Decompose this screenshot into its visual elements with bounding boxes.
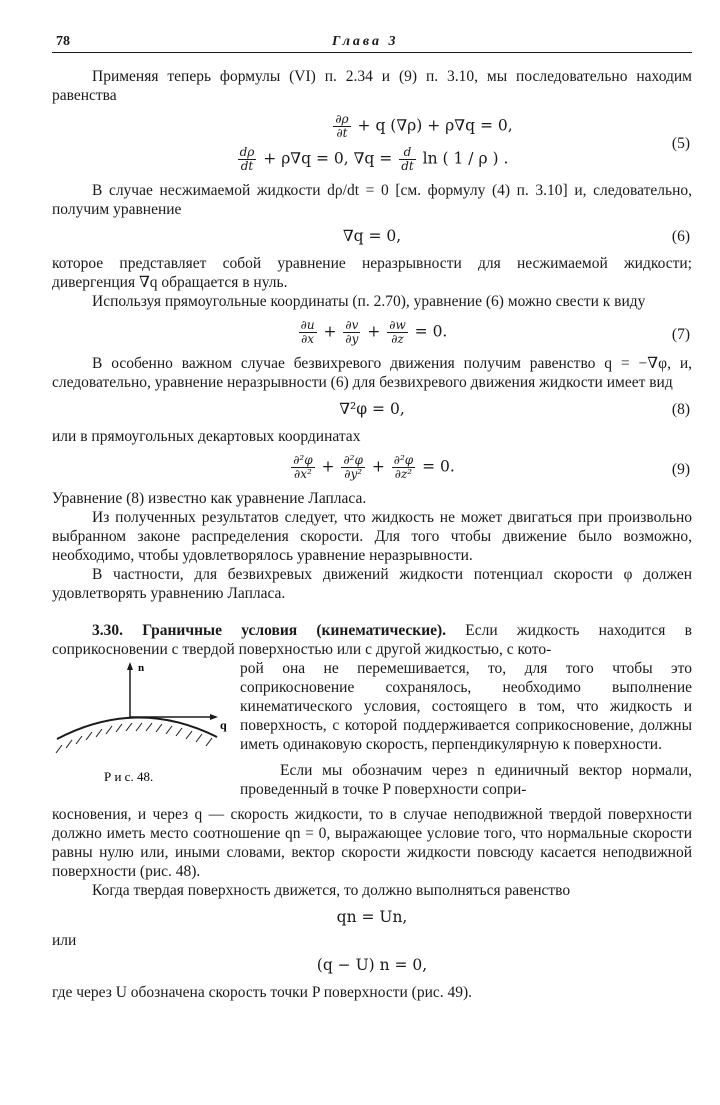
equation-number: (8) <box>671 401 690 418</box>
paragraph: Используя прямоугольные координаты (п. 2.70), уравнение (6) можно свести к виду <box>92 293 646 310</box>
figure-48 <box>52 659 232 799</box>
equation-7: $\frac{\partial u}{\partial x}$ + $\frac{\partial v}{\partial y}$ + $\frac{\partial w}{\partial z}$ = 0. (7) <box>300 318 690 346</box>
paragraph: В частности, для безвихревых движений жидкости потенциал скорости φ должен удовлетворять уравнению Лапласа. <box>52 566 692 602</box>
equation-number: (5) <box>671 135 690 152</box>
figure-label-n: n <box>138 662 145 674</box>
figure-label-q: q <box>220 718 227 732</box>
section-side-text: рой она не перемешивается, то, для того чтобы это соприкосновение сохранялось, необходимо выполнение кинематического условия, состоящего в том, что жидкость и поверхность, с которой поддерживается соприкосновение, должны иметь одинаковую скорость, перпендикулярную к поверхности. <box>240 660 692 753</box>
paragraph: Из полученных результатов следует, что жидкость не может двигаться при произвольно выбранном законе распределения скорости. Для того чтобы движение было возможно, необходимо, чтобы удовлетворялось уравнение неразрывности. <box>52 509 692 564</box>
paragraph: В случае несжимаемой жидкости dρ/dt = 0 [см. формулу (4) п. 3.10] и, следовательно, получим уравнение <box>52 182 692 218</box>
equation-5b: $\frac{d\rho}{dt}$ + ρ∇q = 0, ∇q = $\frac{d}{dt}$ ln ( 1 / ρ ) . (5) <box>239 135 690 173</box>
equation-8: ∇²φ = 0, (8) <box>339 400 690 418</box>
section-paragraph: 3.30. Граничные условия (кинематические). Если жидкость находится в соприкосновении с твердой поверхностью или с другой жидкостью, с кото- <box>52 622 692 658</box>
page <box>52 30 692 1002</box>
equation-6: ∇q = 0, (6) <box>342 227 690 245</box>
equation-10: qn = Un, <box>336 908 408 926</box>
equation-9: $\frac{\text{∂²φ}}{\text{∂x²}}$ + $\frac{\text{∂²φ}}{\text{∂y²}}$ + $\frac{\text{∂²φ}}{\text{∂z²}}$ = 0. (9) <box>293 453 690 481</box>
equation-11: (q − U) n = 0, <box>316 956 428 974</box>
paragraph: косновения, и через q — скорость жидкости, то в случае неподвижной твердой поверхности должно иметь место соотношение qn = 0, выражающее условие того, что нормальные скорости равны нулю или, иными словами, вектор скорости жидкости повсюду касается неподвижной поверхности (рис. 48). <box>52 806 692 880</box>
equation-number: (7) <box>671 326 690 343</box>
equation-5a: $\frac{\partial\rho}{\partial t}$ + q (∇ρ) + ρ∇q = 0, <box>335 112 513 140</box>
paragraph: или <box>52 932 77 949</box>
paragraph: Когда твердая поверхность движется, то должно выполняться равенство <box>92 882 571 899</box>
paragraph: В особенно важном случае безвихревого движения получим равенство q = −∇φ, и, следовательно, уравнение неразрывности (6) для безвихревого движения жидкости имеет вид <box>52 355 692 391</box>
paragraph: Применяя теперь формулы (VI) п. 2.34 и (9) п. 3.10, мы последовательно находим равенства <box>52 68 692 104</box>
page-number: 78 <box>56 34 70 49</box>
paragraph: которое представляет собой уравнение неразрывности для несжимаемой жидкости; дивергенция ∇q обращается в нуль. <box>52 255 692 291</box>
equation-number: (6) <box>671 228 690 245</box>
section-side-text-2: Если мы обозначим через n единичный вектор нормали, проведенный в точке P поверхности сопри- <box>240 762 692 798</box>
paragraph: Уравнение (8) известно как уравнение Лапласа. <box>52 490 367 507</box>
page-header <box>52 30 692 53</box>
chapter-title: Глава 3 <box>332 34 399 49</box>
section-title: 3.30. Граничные условия (кинематические). <box>92 622 447 639</box>
equation-number: (9) <box>671 461 690 478</box>
figure-block <box>52 659 692 805</box>
paragraph: или в прямоугольных декартовых координатах <box>52 428 361 445</box>
figure-caption: Р и с. 48. <box>104 769 154 784</box>
paragraph: где через U обозначена скорость точки P поверхности (рис. 49). <box>52 984 473 1001</box>
